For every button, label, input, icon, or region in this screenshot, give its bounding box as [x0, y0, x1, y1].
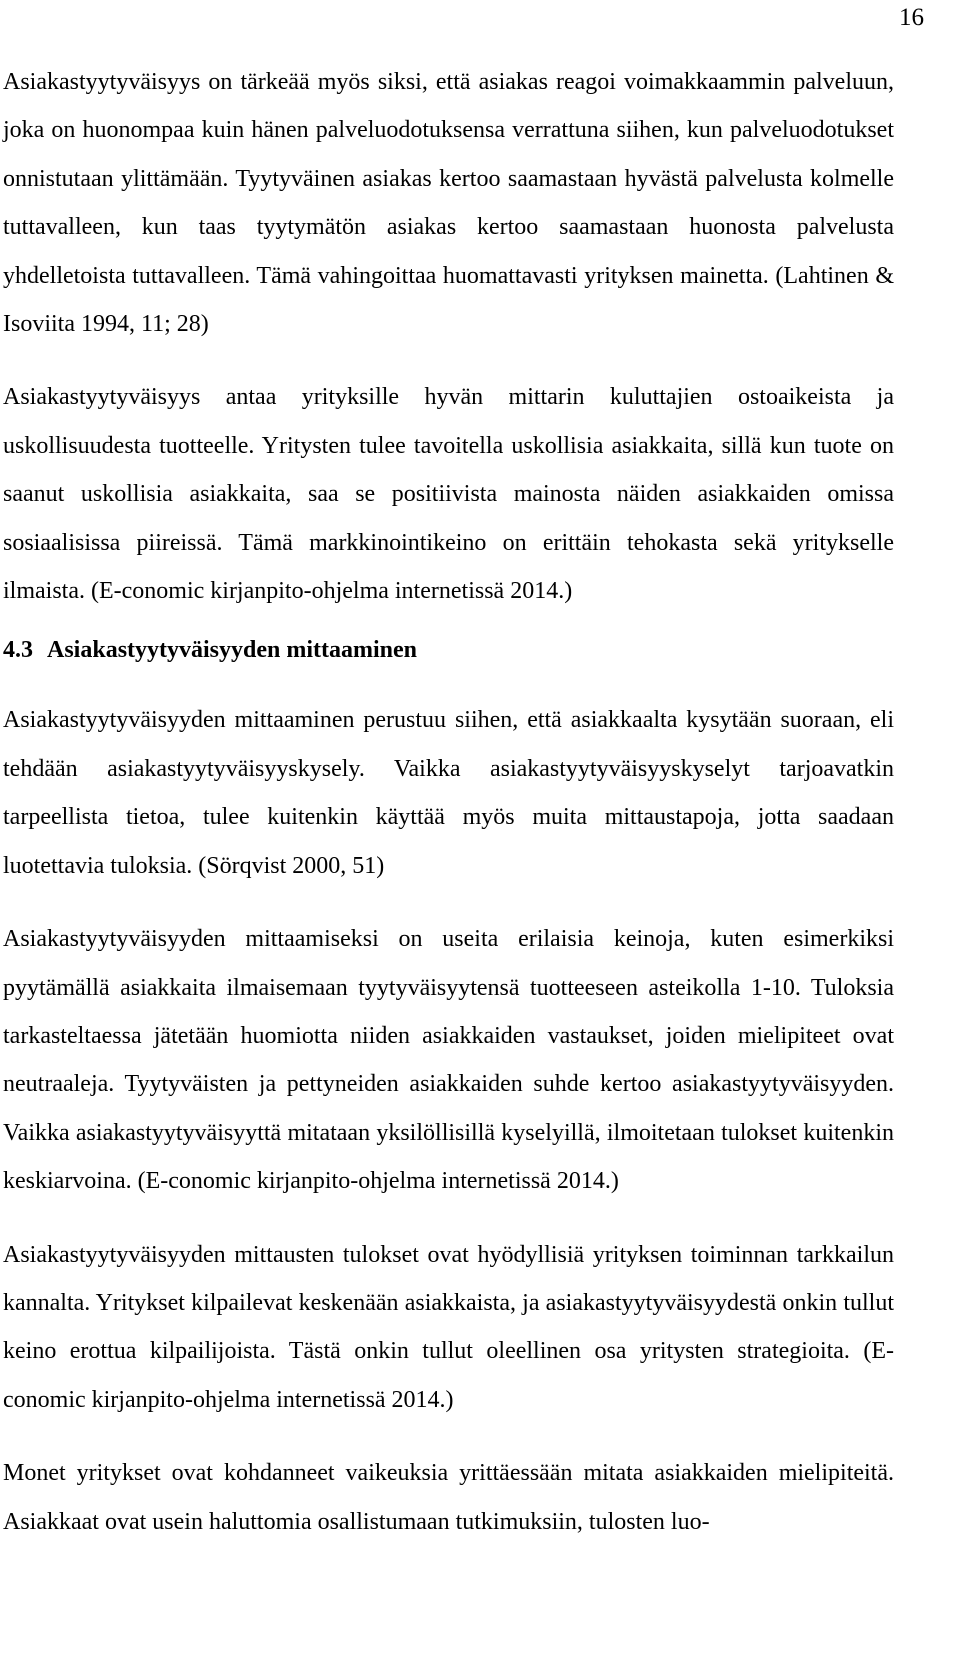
paragraph: Asiakastyytyväisyys antaa yrityksille hyvän mittarin kuluttajien ostoaikeista ja uskollisuudesta tuotteelle. Yritysten tulee tavoitella uskollisia asiakkaita, sillä kun tuote on saanut uskollisia asiakkaita, saa se positiivista mainosta näiden asiakkaiden omissa sosiaalisissa piireissä. Tämä markkinointikeino on erittäin tehokasta sekä yritykselle ilmaista. (E-conomic kirjanpito-ohjelma internetissä 2014.) [3, 384, 894, 605]
section-title: Asiakastyytyväisyyden mittaaminen [47, 637, 418, 664]
document-body [3, 58, 894, 1546]
paragraph: Asiakastyytyväisyyden mittaamiseksi on useita erilaisia keinoja, kuten esimerkiksi pyytämällä asiakkaita ilmaisemaan tyytyväisyytensä tuotteeseen asteikolla 1-10. Tuloksia tarkasteltaessa jätetään huomiotta niiden asiakkaiden vastaukset, joiden mielipiteet ovat neutraaleja. Tyytyväisten ja pettyneiden asiakkaiden suhde kertoo asiakastyytyväisyyden. Vaikka asiakastyytyväisyyttä mitataan yksilöllisillä kyselyillä, ilmoitetaan tulokset kuitenkin keskiarvoina. (E-conomic kirjanpito-ohjelma internetissä 2014.) [3, 926, 894, 1195]
section-heading [3, 635, 894, 665]
paragraph: Asiakastyytyväisyys on tärkeää myös siksi, että asiakas reagoi voimakkaammin palveluun, joka on huonompaa kuin hänen palveluodotuksensa verrattuna siihen, kun palveluodotukset onnistutaan ylittämään. Tyytyväinen asiakas kertoo saamastaan hyvästä palvelusta kolmelle tuttavalleen, kun taas tyytymätön asiakas kertoo saamastaan huonosta palvelusta yhdelletoista tuttavalleen. Tämä vahingoittaa huomattavasti yrityksen mainetta. (Lahtinen & Isoviita 1994, 11; 28) [3, 69, 894, 338]
paragraph-gap [3, 348, 894, 373]
paragraph: Asiakastyytyväisyyden mittausten tulokset ovat hyödyllisiä yrityksen toiminnan tarkkailun kannalta. Yritykset kilpailevat keskenään asiakkaista, ja asiakastyytyväisyydestä onkin tullut keino erottua kilpailijoista. Tästä onkin tullut oleellinen osa yritysten strategioita. (E-conomic kirjanpito-ohjelma internetissä 2014.) [3, 1241, 894, 1413]
section-number: 4.3 [3, 637, 33, 664]
paragraph: Asiakastyytyväisyyden mittaaminen perustuu siihen, että asiakkaalta kysytään suoraan, eli tehdään asiakastyytyväisyyskysely. Vaikka asiakastyytyväisyyskyselyt tarjoavatkin tarpeellista tietoa, tulee kuitenkin käyttää myös muita mittaustapoja, jotta saadaan luotettavia tuloksia. (Sörqvist 2000, 51) [3, 707, 894, 879]
paragraph-gap [3, 890, 894, 915]
paragraph-gap [3, 1206, 894, 1231]
paragraph: Monet yritykset ovat kohdanneet vaikeuksia yrittäessään mitata asiakkaiden mielipiteitä. Asiakkaat ovat usein haluttomia osallistumaan tutkimuksiin, tulosten luo- [3, 1460, 894, 1535]
paragraph-gap [3, 1424, 894, 1449]
page-number: 16 [899, 4, 924, 31]
